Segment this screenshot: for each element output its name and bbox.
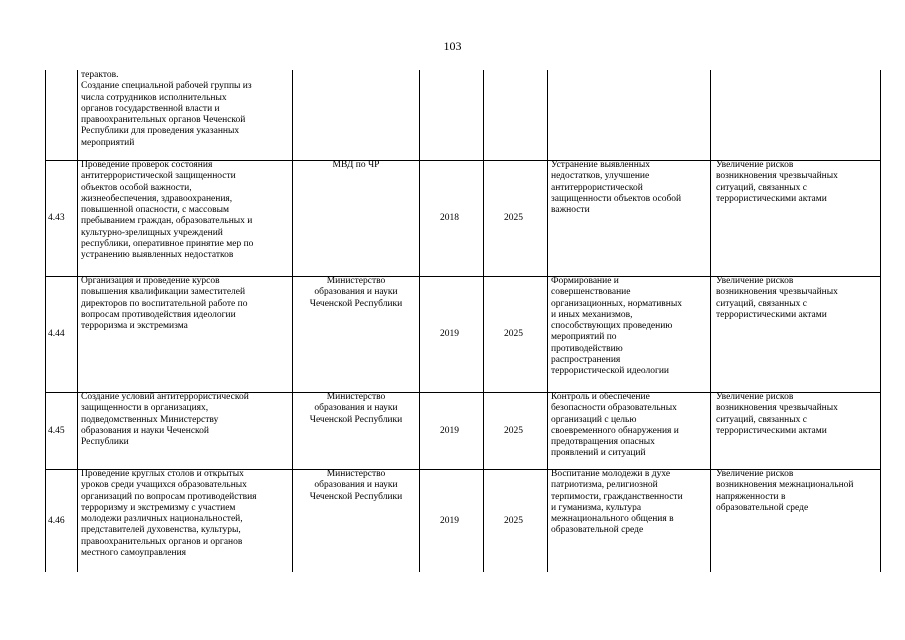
column-divider — [419, 70, 420, 572]
column-divider — [710, 70, 711, 572]
row-result: Воспитание молодежи в духе патриотизма, религиозной терпимости, гражданственности и гуманизма, культура межнационального общения в образовательной среде — [551, 469, 683, 536]
row-risk: Увеличение рисков возникновения межнациональной напряженности в образовательной среде — [716, 469, 854, 513]
row-result: Устранение выявленных недостатков, улучшение антитеррористической защищенности объектов особой важности — [551, 160, 682, 216]
row-end-year: 2025 — [504, 213, 523, 223]
row-result: Контроль и обеспечение безопасности образовательных организаций с целью своевременного обнаружения и предотвращения опасных проявлений и ситуаций — [551, 392, 679, 459]
row-risk: Увеличение рисков возникновения чрезвычайных ситуаций, связанных с террористическими актами — [716, 160, 838, 204]
row-executor: Министерство образования и науки Чеченской Республики — [309, 276, 403, 309]
row-risk: Увеличение рисков возникновения чрезвычайных ситуаций, связанных с террористическими актами — [716, 392, 838, 436]
row-number: 4.43 — [48, 213, 65, 223]
row-executor: Министерство образования и науки Чеченской Республики — [309, 469, 403, 502]
row-start-year: 2019 — [440, 426, 459, 436]
row-end-year: 2025 — [504, 426, 523, 436]
column-divider — [77, 70, 78, 572]
row-executor: Министерство образования и науки Чеченской Республики — [309, 392, 403, 425]
row-number: 4.44 — [48, 329, 65, 339]
row-end-year: 2025 — [504, 329, 523, 339]
column-divider — [547, 70, 548, 572]
table-border-left — [45, 70, 46, 572]
row-start-year: 2018 — [440, 213, 459, 223]
row-start-year: 2019 — [440, 516, 459, 526]
row-description: Проведение круглых столов и открытых уроков среди учащихся образовательных организаций по вопросам противодействия терроризму и экстремизму с участием молодежи различных национальностей, представителей духовенства, культуры, правоохранительных органов и органов местного самоуправления — [81, 469, 257, 559]
row-end-year: 2025 — [504, 516, 523, 526]
row-start-year: 2019 — [440, 329, 459, 339]
table-border-right — [880, 70, 881, 572]
row-description: Организация и проведение курсов повышения квалификации заместителей директоров по воспитательной работе по вопросам противодействия идеологии терроризма и экстремизма — [81, 276, 248, 332]
row-description: Создание условий антитеррористической защищенности в организациях, подведомственных Министерству образования и науки Чеченской Республики — [81, 392, 249, 448]
row-risk: Увеличение рисков возникновения чрезвычайных ситуаций, связанных с террористическими актами — [716, 276, 838, 320]
row-number: 4.46 — [48, 516, 65, 526]
row-description: Проведение проверок состояния антитеррористической защищенности объектов особой важности, жизнеобеспечения, здравоохранения, повышенной опасности, с массовым пребыванием граждан, образовательных и культурно-зрелищных учреждений республики, оперативное принятие мер по устранению выявленных недостатков — [81, 160, 254, 261]
continued-description: терактов. Создание специальной рабочей группы из числа сотрудников исполнительных органов государственной власти и правоохранительных органов Чеченской Республики для проведения указанных мероприятий — [81, 70, 252, 148]
row-result: Формирование и совершенствование организационных, нормативных и иных механизмов, способствующих проведению мероприятий по противодействию распространения террористической идеологии — [551, 276, 683, 377]
row-number: 4.45 — [48, 426, 65, 436]
row-executor: МВД по ЧР — [332, 160, 380, 170]
column-divider — [483, 70, 484, 572]
page-number: 103 — [443, 39, 462, 53]
